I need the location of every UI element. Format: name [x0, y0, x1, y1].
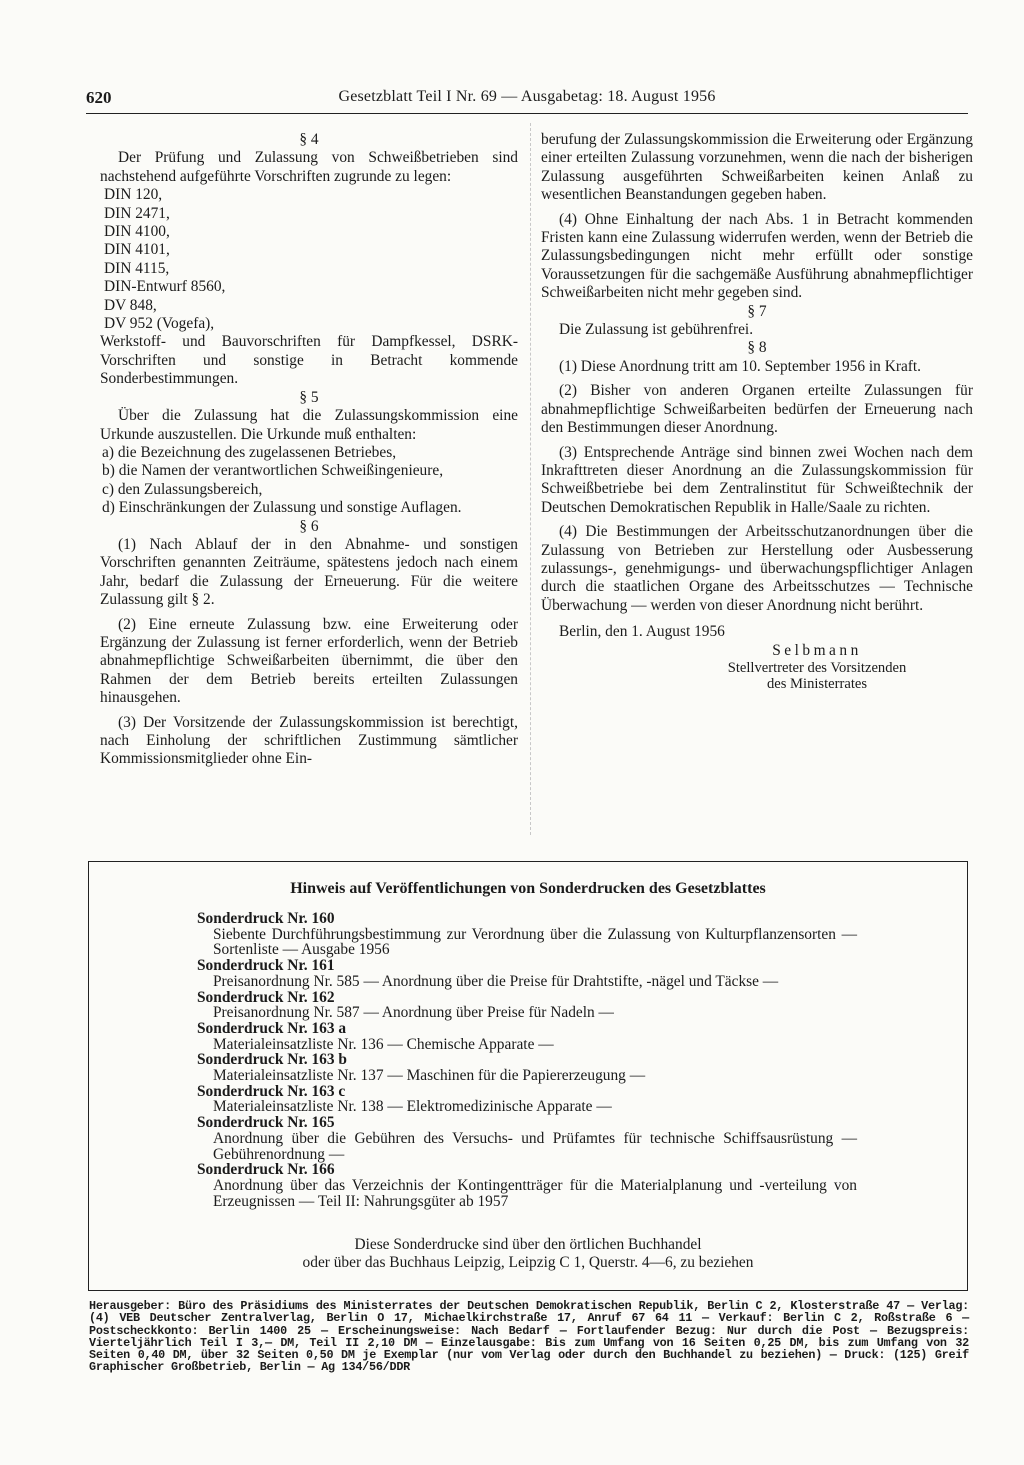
special-prints-list [197, 911, 857, 1209]
item-label: a) [102, 443, 114, 461]
section-4-tail: Werkstoff- und Bauvorschriften für Dampfkessel, DSRK-Vorschriften und sonstige in Betracht kommende Sonderbestimmungen. [100, 333, 518, 388]
section-6-paragraph-1: (1) Nach Ablauf der in den Abnahme- und sonstigen Vorschriften genannten Zeiträume, spätestens jedoch nach einem Jahr, bedarf die Zulassung der Erneuerung. Für die weitere Zulassung gilt § 2. [100, 535, 518, 609]
special-print-text: Preisanordnung Nr. 587 — Anordnung über Preise für Nadeln — [213, 1004, 614, 1022]
standard-item: DV 848, [104, 296, 157, 314]
section-8-paragraph-3: (3) Entsprechende Anträge sind binnen zwei Wochen nach dem Inkrafttreten dieser Anordnung an die Zulassungskommission für Schweißbetriebe bei dem Zentralinstitut für Schweißtechnik der Deutschen Demokratischen Republik in Halle/Saale zu richten. [541, 443, 973, 516]
special-print-text: Anordnung über das Verzeichnis der Kontingentträger für die Materialplanung und -verteilung von Erzeugnissen — Teil II: Nahrungsgüter ab 1957 [213, 1176, 857, 1210]
standard-item: DIN 2471, [104, 204, 170, 222]
section-8-heading: § 8 [747, 339, 767, 357]
notice-title: Hinweis auf Veröffentlichungen von Sonderdrucken des Gesetzblattes [290, 880, 766, 897]
list-item [197, 1052, 857, 1083]
section-6-heading: § 6 [299, 517, 319, 535]
section-8-paragraph-1: (1) Diese Anordnung tritt am 10. September 1956 in Kraft. [559, 357, 922, 375]
signer-role-line-2: des Ministerrates [766, 675, 868, 692]
list-item [197, 911, 857, 958]
availability-note-line-1: Diese Sonderdrucke sind über den örtlichen Buchhandel [354, 1236, 702, 1253]
section-6-paragraph-4: (4) Ohne Einhaltung der nach Abs. 1 in Betracht kommenden Fristen kann eine Zulassung widerrufen werden, wenn der Betrieb die Zulassungsbedingungen nicht mehr erfüllt oder sonstige Voraussetzungen für die sachgemäße Ausführung abnahmepflichtiger Schweißarbeiten nicht mehr gegeben sind. [541, 210, 973, 302]
special-print-label: Sonderdruck Nr. 163 c [197, 1082, 346, 1100]
section-7-heading: § 7 [747, 302, 767, 320]
special-prints-notice [88, 861, 968, 1291]
list-item [197, 1084, 857, 1115]
list-item [197, 1115, 857, 1162]
special-print-text: Anordnung über die Gebühren des Versuchs- und Prüfamtes für technische Schiffsausrüstung — Gebührenordnung — [213, 1129, 857, 1163]
list-item [100, 462, 518, 480]
item-text: die Bezeichnung des zugelassenen Betriebes, [117, 443, 397, 461]
list-item [197, 990, 857, 1021]
special-print-text: Siebente Durchführungsbestimmung zur Verordnung über die Zulassung von Kulturpflanzensorten — Sortenliste — Ausgabe 1956 [213, 925, 857, 959]
item-text: den Zulassungsbereich, [117, 480, 263, 498]
standard-item: DIN-Entwurf 8560, [104, 278, 226, 296]
item-label: c) [102, 480, 114, 498]
item-text: Einschränkungen der Zulassung und sonstige Auflagen. [118, 499, 462, 517]
section-4-intro: Der Prüfung und Zulassung von Schweißbetrieben sind nachstehend aufgeführte Vorschriften zugrunde zu legen: [100, 149, 518, 185]
item-label: d) [102, 499, 115, 517]
item-text: die Namen der verantwortlichen Schweißingenieure, [118, 462, 444, 480]
list-item [100, 499, 518, 517]
publisher-imprint: Herausgeber: Büro des Präsidiums des Ministerrates der Deutschen Demokratischen Republik, Berlin C 2, Klosterstraße 47 — Verlag: (4) VEB Deutscher Zentralverlag, Berlin O 17, Michaelkirchstraße 17, Anruf 67 64 11 — Verkauf: Berlin C 2, Roßstraße 6 — Postscheckkonto: Berlin 1400 25 — Erscheinungsweise: Nach Bedarf — Fortlaufender Bezug: Nur durch die Post — Bezugspreis: Vierteljährlich Teil I 3,— DM, Teil II 2,10 DM — Einzelausgabe: Bis zum Umfang von 16 Seiten 0,25 DM, bis zum Umfang von 32 Seiten 0,40 DM, über 32 Seiten 0,50 DM je Exemplar (nur vom Verlag oder durch den Buchhandel zu beziehen) — Druck: (125) Greif Graphischer Großbetrieb, Berlin — Ag 134/56/DDR [89, 1299, 969, 1375]
standard-item: DIN 4101, [104, 241, 170, 259]
special-print-label: Sonderdruck Nr. 165 [197, 1114, 335, 1132]
section-6-paragraph-3: (3) Der Vorsitzende der Zulassungskommission ist berechtigt, nach Einholung der schriftlichen Zustimmung sämtlicher Kommissionsmitglieder ohne Ein- [100, 713, 518, 768]
place-date: Berlin, den 1. August 1956 [559, 623, 725, 641]
special-print-text: Materialeinsatzliste Nr. 138 — Elektromedizinische Apparate — [213, 1098, 612, 1116]
section-4-heading: § 4 [299, 131, 319, 148]
list-item [100, 481, 518, 499]
page-number: 620 [86, 88, 112, 107]
list-item [197, 1162, 857, 1209]
page-header [86, 88, 968, 112]
column-separator [530, 123, 531, 835]
special-print-label: Sonderdruck Nr. 166 [197, 1161, 335, 1179]
standard-item: DIN 4115, [104, 259, 170, 277]
section-6-paragraph-2: (2) Eine erneute Zulassung bzw. eine Erweiterung oder Ergänzung der Zulassung ist ferner erforderlich, wenn der Betrieb abnahmepflichtige Schweißarbeiten übernimmt, die über den Rahmen der dem Betrieb bereits erteilten Zulassungen hinausgehen. [100, 615, 518, 707]
section-8-paragraph-2: (2) Bisher von anderen Organen erteilte Zulassungen für abnahmepflichtige Schweißarbeiten bedürfen der Erneuerung nach den Bestimmungen dieser Anordnung. [541, 382, 973, 437]
availability-note [89, 1236, 967, 1272]
header-rule [86, 113, 968, 114]
standards-list [100, 186, 518, 333]
special-print-label: Sonderdruck Nr. 161 [197, 957, 335, 975]
special-print-label: Sonderdruck Nr. 160 [197, 910, 335, 927]
special-print-text: Preisanordnung Nr. 585 — Anordnung über die Preise für Drahtstifte, -nägel und Täckse — [213, 972, 779, 990]
special-print-label: Sonderdruck Nr. 163 b [197, 1051, 347, 1069]
signer-name: Selbmann [772, 641, 862, 659]
availability-note-line-2: oder über das Buchhaus Leipzig, Leipzig C 1, Querstr. 4—6, zu beziehen [302, 1254, 754, 1271]
section-5-intro: Über die Zulassung hat die Zulassungskommission eine Urkunde auszustellen. Die Urkunde muß enthalten: [100, 407, 518, 443]
running-title: Gesetzblatt Teil I Nr. 69 — Ausgabetag: 18. August 1956 [338, 88, 716, 105]
standard-item: DIN 120, [104, 186, 163, 204]
standard-item: DV 952 (Vogefa), [104, 315, 215, 333]
section-7-text: Die Zulassung ist gebührenfrei. [559, 321, 754, 339]
special-print-label: Sonderdruck Nr. 163 a [197, 1019, 347, 1037]
special-print-text: Materialeinsatzliste Nr. 137 — Maschinen für die Papiererzeugung — [213, 1067, 646, 1085]
section-6-paragraph-3-continued: berufung der Zulassungskommission die Erweiterung oder Ergänzung einer erteilten Zulassung vorzunehmen, wenn die nach der bisherigen Zulassung ausgeführten Schweißarbeiten keinen Anlaß zu wesentlichen Beanstandungen gegeben haben. [541, 131, 973, 204]
left-column [100, 131, 518, 769]
certificate-contents-list [100, 444, 518, 518]
list-item [197, 1021, 857, 1052]
special-print-label: Sonderdruck Nr. 162 [197, 988, 335, 1006]
special-print-text: Materialeinsatzliste Nr. 136 — Chemische Apparate — [213, 1035, 554, 1053]
signature-block [541, 623, 973, 692]
list-item [197, 958, 857, 989]
right-column [541, 131, 973, 692]
signer-role-line-1: Stellvertreter des Vorsitzenden [727, 659, 907, 676]
item-label: b) [102, 462, 115, 480]
list-item [100, 444, 518, 462]
section-5-heading: § 5 [299, 388, 319, 406]
standard-item: DIN 4100, [104, 223, 170, 241]
section-8-paragraph-4: (4) Die Bestimmungen der Arbeitsschutzanordnungen über die Zulassung von Betrieben zur Herstellung oder Ausbesserung zulassungs-, genehmigungs- und überwachungspflichtiger Anlagen durch die staatlichen Organe des Arbeitsschutzes — Technische Überwachung — werden von dieser Anordnung nicht berührt. [541, 523, 973, 614]
